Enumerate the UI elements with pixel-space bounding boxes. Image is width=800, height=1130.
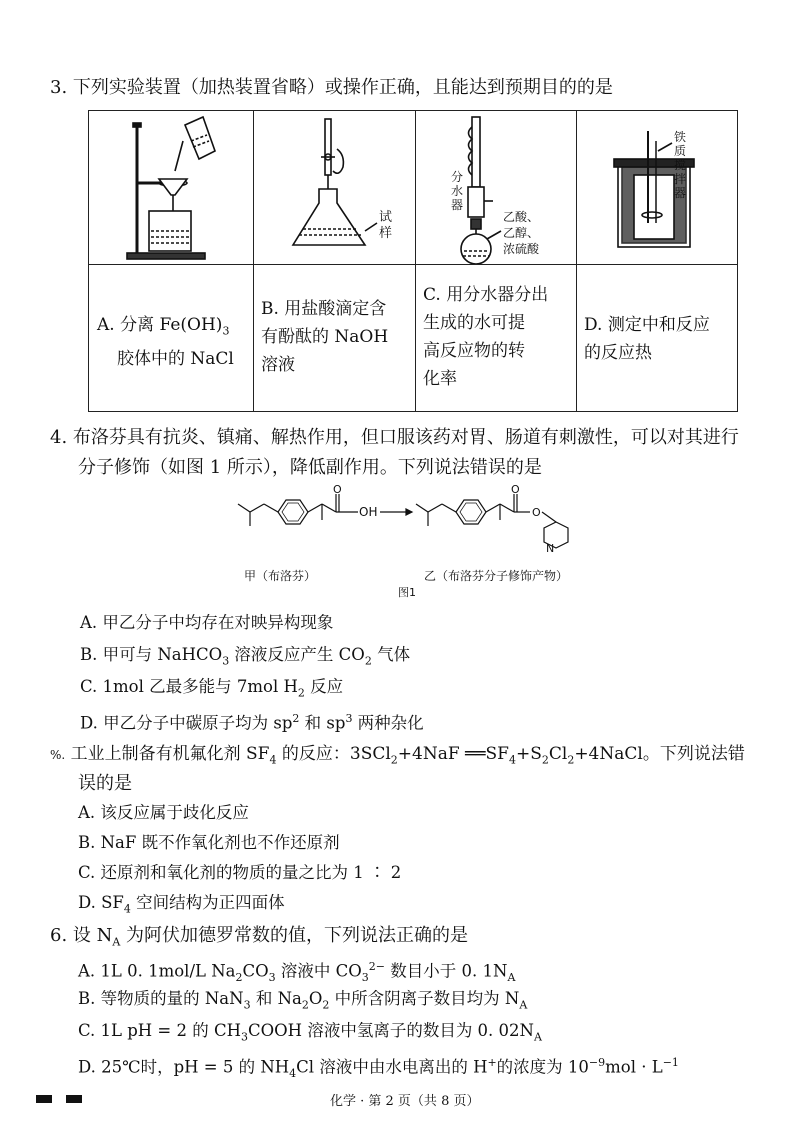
q3-d-label-1: 铁 (674, 130, 687, 144)
q3-b-label-1: 试 (379, 210, 393, 225)
scan-mark-right (66, 1095, 82, 1103)
q3-c-reagent-1: 乙酸、 (503, 210, 540, 224)
q5-option-b: B. NaF 既不作氧化剂也不作还原剂 (78, 833, 340, 852)
q5-stem-line1: %. 工业上制备有机氟化剂 $SF_4$ 的反应：3SCl$_2$+4NaF $══SF_4+S_2Cl_2+4NaCl$。下列说法错 (50, 744, 745, 767)
q3-apparatus-a-filtration (89, 111, 253, 264)
q4-figure-caption: 图1 (398, 586, 416, 599)
q3-d-label-2: 质 (674, 144, 687, 158)
q4-option-c: C. 1mol 乙最多能与 7mol $H_2$ 反应 (80, 677, 344, 700)
q3-c-label-1: 分 (451, 170, 464, 184)
q4-stem-line1: 4. 布洛芬具有抗炎、镇痛、解热作用，但口服该药对胃、肠道有刺激性，可以对其进行 (50, 427, 739, 448)
q3-c-reagent-2: 乙醇、 (503, 226, 540, 240)
q4-fig-o-b: O (511, 484, 520, 496)
q3-c-label-2: 水 (451, 184, 464, 198)
q3-b-label-2: 样 (379, 226, 393, 241)
q3-stem: 3. 下列实验装置（加热装置省略）或操作正确，且能达到预期目的的是 (50, 77, 613, 98)
q6-option-d: D. 25℃时，pH = 5 的 $NH_4Cl$ 溶液中由水电离出的 H+的浓度为 $10^{-9}mol \cdot L^{-1}$ (78, 1056, 679, 1080)
q3-option-b: B. 用盐酸滴定含 有酚酞的 NaOH 溶液 (261, 299, 389, 375)
q3-apparatus-table (88, 110, 738, 412)
q4-option-a: A. 甲乙分子中均存在对映异构现象 (80, 613, 334, 632)
q4-figure-1 (230, 484, 610, 604)
q5-option-c: C. 还原剂和氧化剂的物质的量之比为 1 ∶ 2 (78, 863, 402, 882)
q4-fig-n: N (546, 542, 555, 555)
q4-fig-o-ester: O (532, 506, 541, 519)
q4-label-jia: 甲（布洛芬） (244, 569, 317, 583)
q3-apparatus-c-water-separator (415, 111, 576, 264)
q4-option-b: B. 甲可与 NaHCO$_3$ 溶液反应产生 $CO_2$ 气体 (80, 645, 411, 668)
page-footer: 化学 · 第 2 页（共 8 页） (330, 1094, 480, 1109)
q6-option-b: B. 等物质的量的 NaN$_3$ 和 $Na_2O_2$ 中所含阴离子数目均为 $N_A$ (78, 989, 528, 1012)
q5-option-a: A. 该反应属于歧化反应 (78, 803, 249, 822)
q3-d-label-5: 器 (674, 186, 687, 200)
q5-option-d: D. $SF_4$ 空间结构为正四面体 (78, 893, 285, 916)
q3-c-reagent-3: 浓硫酸 (503, 242, 540, 256)
q3-apparatus-d-calorimeter (576, 111, 737, 264)
q4-stem-line2: 分子修饰（如图 1 所示），降低副作用。下列说法错误的是 (78, 457, 542, 478)
q5-stem-line2: 误的是 (78, 773, 132, 794)
q6-option-a: A. 1L 0. 1mol/L $Na_2CO_3$ 溶液中 $CO_3^{2-}$ 数目小于 0. $1N_A$ (78, 960, 516, 984)
q3-option-d: D. 测定中和反应 的反应热 (584, 315, 710, 363)
q6-option-c: C. 1L pH = 2 的 $CH_3COOH$ 溶液中氢离子的数目为 0. $02N_A$ (78, 1021, 542, 1044)
q3-option-c: C. 用分水器分出 生成的水可提 高反应物的转 化率 (423, 285, 549, 389)
scan-mark-left (36, 1095, 52, 1103)
q4-fig-oh: OH (359, 505, 378, 519)
q3-d-label-4: 拌 (674, 172, 687, 186)
q3-c-label-3: 器 (451, 198, 464, 212)
q3-option-a: A. 分离 $Fe(OH)_3$ 胶体中的 NaCl (97, 315, 234, 370)
q3-apparatus-b-titration (253, 111, 415, 264)
q4-label-yi: 乙（布洛芬分子修饰产物） (424, 569, 569, 583)
q6-stem: 6. 设 $N_A$ 为阿伏加德罗常数的值，下列说法正确的是 (50, 925, 469, 949)
q4-fig-o-a: O (333, 484, 342, 496)
q3-d-label-3: 搅 (674, 158, 687, 172)
q4-option-d: D. 甲乙分子中碳原子均为 $sp^2$ 和 $sp^3$ 两种杂化 (80, 712, 424, 733)
